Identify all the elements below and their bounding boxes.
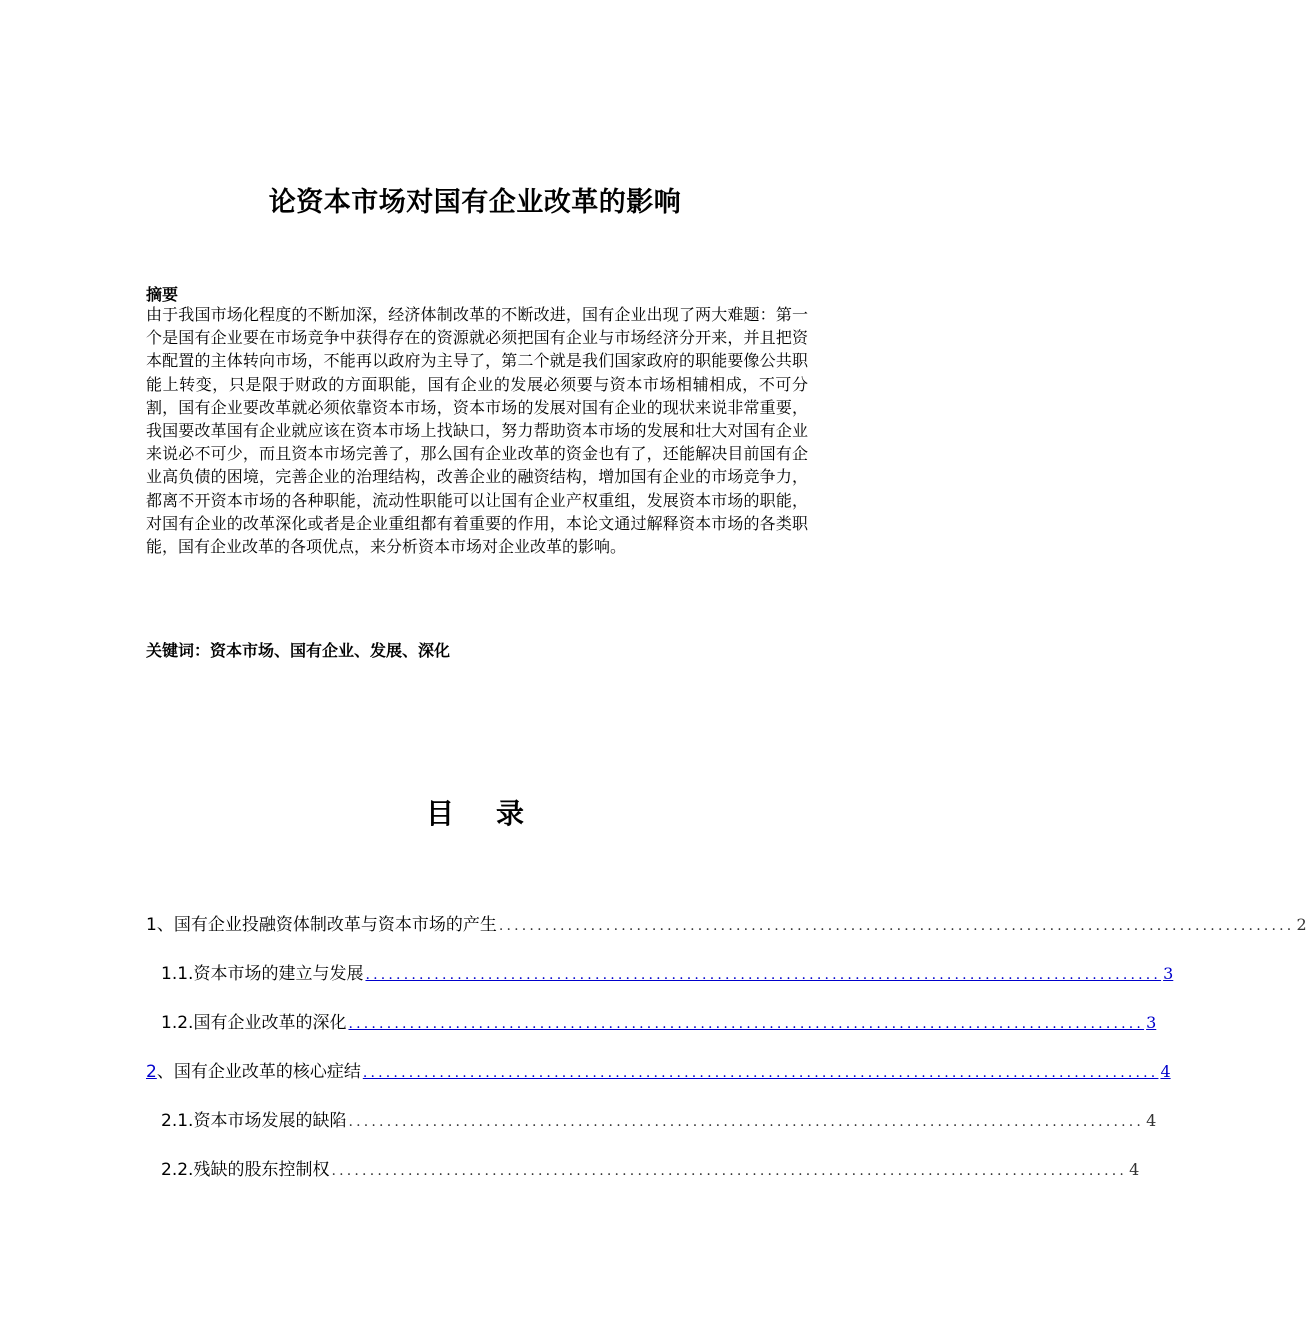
toc-entry[interactable] [161, 1008, 1157, 1033]
toc-entry-number-link[interactable]: 2 [146, 1062, 157, 1082]
toc-entry-page: 2 [1296, 915, 1307, 934]
toc-entry-page: 4 [1146, 1111, 1157, 1130]
toc-entry-label: 1.1.资本市场的建立与发展 [161, 964, 364, 984]
toc-entry[interactable] [146, 910, 1307, 935]
toc-title [0, 792, 950, 832]
toc-entry-page: 4 [1160, 1062, 1171, 1081]
toc-entry[interactable] [146, 1057, 1171, 1082]
toc-leader-dots: ........................................................................................................ [348, 1114, 1145, 1130]
toc-entry[interactable] [161, 1155, 1140, 1180]
toc-entry-label: 1.2.国有企业改革的深化 [161, 1013, 347, 1033]
abstract-text: 由于我国市场化程度的不断加深，经济体制改革的不断改进，国有企业出现了两大难题：第一个是国有企业要在市场竞争中获得存在的资源就必须把国有企业与市场经济分开来，并且把资本配置的主体转向市场，不能再以政府为主导了，第二个就是我们国家政府的职能要像公共职能上转变，只是限于财政的方面职能，国有企业的发展必须要与资本市场相辅相成，不可分割，国有企业要改革就必须依靠资本市场，资本市场的发展对国有企业的现状来说非常重要，我国要改革国有企业就应该在资本市场上找缺口，努力帮助资本市场的发展和壮大对国有企业来说必不可少，而且资本市场完善了，那么国有企业改革的资金也有了，还能解决目前国有企业高负债的困境，完善企业的治理结构，改善企业的融资结构，增加国有企业的市场竞争力，都离不开资本市场的各种职能，流动性职能可以让国有企业产权重组，发展资本市场的职能，对国有企业的改革深化或者是企业重组都有着重要的作用，本论文通过解释资本市场的各类职能，国有企业改革的各项优点，来分析资本市场对企业改革的影响。 [146, 305, 808, 557]
toc-entry-label: 2.1.资本市场发展的缺陷 [161, 1111, 347, 1131]
toc-leader-dots: ........................................................................................................ [331, 1163, 1128, 1179]
toc-entry-label: 2.2.残缺的股东控制权 [161, 1160, 330, 1180]
keywords-line: 关键词：资本市场、国有企业、发展、深化 [146, 641, 451, 660]
abstract-heading: 摘要 [146, 285, 179, 304]
toc-entry-page: 3 [1163, 964, 1174, 983]
toc-leader-dots: ........................................................................................................ [348, 1016, 1145, 1032]
toc-leader-dots: ........................................................................................................ [498, 918, 1295, 934]
toc-leader-dots: ........................................................................................................ [365, 967, 1162, 983]
toc-entry-page: 3 [1146, 1013, 1157, 1032]
toc-entry-label: 1、国有企业投融资体制改革与资本市场的产生 [146, 915, 497, 935]
toc-leader-dots: ........................................................................................................ [362, 1065, 1159, 1081]
toc-entry[interactable] [161, 959, 1174, 984]
document-title: 论资本市场对国有企业改革的影响 [268, 187, 682, 218]
toc-title-left: 目 [425, 797, 454, 830]
toc-entry-label-group [146, 1057, 361, 1082]
toc-entry-label: 、国有企业改革的核心症结 [156, 1062, 361, 1082]
toc-entry-page: 4 [1129, 1160, 1140, 1179]
toc-entry[interactable] [161, 1106, 1157, 1131]
toc-title-right: 录 [496, 797, 525, 830]
